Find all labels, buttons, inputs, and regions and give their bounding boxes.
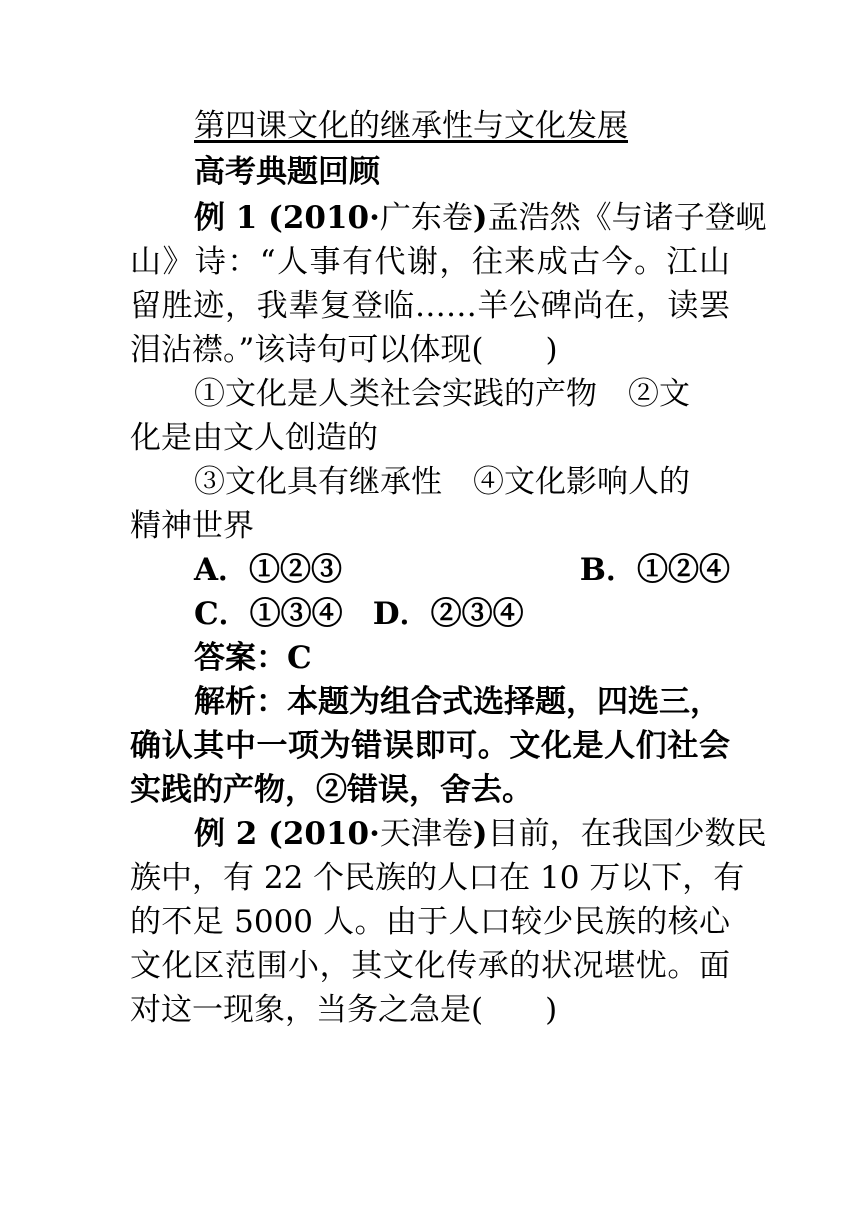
- example1-analysis-line-1: [130, 680, 730, 724]
- section-heading: 高考典题回顾: [194, 154, 380, 190]
- example1-line-4: 泪沾襟。”该诗句可以体现( ): [130, 332, 558, 368]
- example1-line-3: 留胜迹，我辈复登临……羊公碑尚在，读罢: [130, 288, 730, 324]
- example1-answer: [130, 636, 730, 680]
- example2-line-2: 族中，有 22 个民族的人口在 10 万以下，有: [130, 860, 745, 896]
- example1-statement-2: 化是由文人创造的: [130, 420, 378, 456]
- example1-statement-4: 精神世界: [130, 508, 254, 544]
- example1-analysis-line-2: 确认其中一项为错误即可。文化是人们社会: [130, 728, 730, 764]
- example1-line-2: 山》诗：“人事有代谢，往来成古今。江山: [130, 244, 730, 280]
- analysis-label: 解析：: [194, 684, 287, 720]
- example1-analysis-line-3: 实践的产物，②错误，舍去。: [130, 772, 533, 808]
- example2-text-1: 目前，在我国少数民: [487, 816, 767, 852]
- answer-label: 答案：: [194, 640, 287, 676]
- example2-line-5: 对这一现象，当务之急是( ): [130, 992, 558, 1028]
- example2-line-3: 的不足 5000 人。由于人口较少民族的核心: [130, 904, 730, 940]
- option-b: B．①②④: [579, 552, 730, 588]
- option-c: C．①③④: [194, 596, 343, 632]
- answer-value: C: [287, 640, 312, 676]
- example2-label: 例 2 (2010·: [194, 816, 380, 852]
- example1-line-1: 例 1 (2010·广东卷)孟浩然《与诸子登岘: [194, 200, 767, 236]
- option-d: D．②③④: [372, 596, 524, 632]
- page-title: 第四课文化的继承性与文化发展: [194, 108, 628, 144]
- example1-options-row-2: [130, 592, 730, 636]
- example2-source: 天津卷: [379, 816, 473, 852]
- document-page: [130, 104, 767, 1032]
- example1-statement-1: ①文化是人类社会实践的产物 ②文: [194, 376, 690, 412]
- example1-options-row-1: [130, 548, 730, 592]
- example2-line-1: 例 2 (2010·天津卷)目前，在我国少数民: [194, 816, 767, 852]
- example1-source: 广东卷: [379, 200, 473, 236]
- example1-statement-3: ③文化具有继承性 ④文化影响人的: [194, 464, 690, 500]
- option-a: A．①②③: [194, 552, 343, 588]
- example1-text-1: 孟浩然《与诸子登岘: [487, 200, 767, 236]
- example1-label: 例 1 (2010·: [194, 200, 380, 236]
- analysis-text-1: 本题为组合式选择题，四选三，: [287, 684, 721, 720]
- example2-line-4: 文化区范围小，其文化传承的状况堪忧。面: [130, 948, 730, 984]
